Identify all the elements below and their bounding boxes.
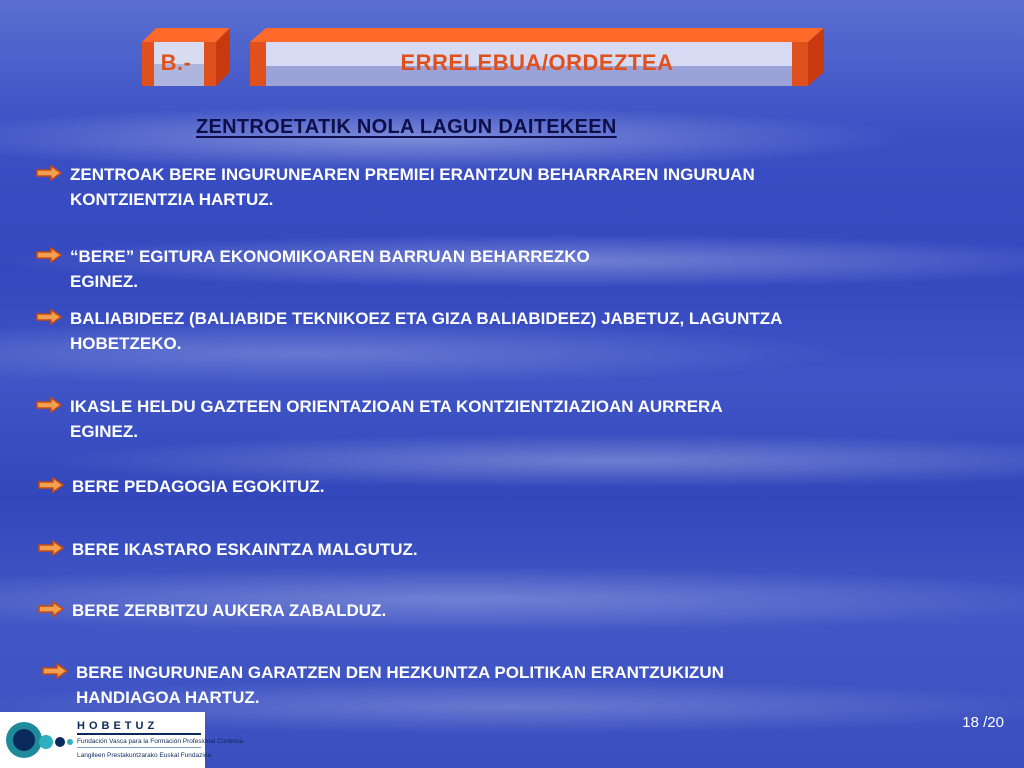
- arrow-right-icon: [36, 165, 62, 181]
- item-line: EGINEZ.: [70, 272, 139, 291]
- item-line: “BERE” EGITURA EKONOMIKOAREN BARRUAN BEHARREZKO: [70, 247, 590, 266]
- item-line: IKASLE HELDU GAZTEEN ORIENTAZIOAN ETA KONTZIENTZIAZIOAN AURRERA: [70, 397, 723, 416]
- arrow-right-icon: [36, 247, 62, 263]
- slide-title: ERRELEBUA/ORDEZTEA: [400, 50, 674, 75]
- arrow-right-icon: [36, 397, 62, 413]
- arrow-right-icon: [42, 663, 68, 679]
- item-line: HANDIAGOA HARTUZ.: [76, 688, 260, 707]
- logo-name: HOBETUZ: [77, 720, 159, 732]
- logo-emblem-icon: [2, 712, 74, 768]
- arrow-right-icon: [36, 309, 62, 325]
- item-line: BALIABIDEEZ (BALIABIDE TEKNIKOEZ ETA GIZA BALIABIDEEZ) JABETUZ, LAGUNTZA: [70, 309, 783, 328]
- page-number: 18 /20: [962, 714, 1004, 731]
- arrow-right-icon: [38, 477, 64, 493]
- hobetuz-logo: [0, 712, 244, 768]
- section-tab: [140, 28, 230, 86]
- section-label: B.-: [160, 50, 192, 75]
- item-line: BERE INGURUNEAN GARATZEN DEN HEZKUNTZA POLITIKAN ERANTZUKIZUN: [76, 663, 724, 682]
- logo-divider: [77, 733, 201, 735]
- item-line: BERE IKASTARO ESKAINTZA MALGUTUZ.: [72, 540, 418, 559]
- slide-subtitle: ZENTROETATIK NOLA LAGUN DAITEKEEN: [196, 116, 617, 138]
- item-line: ZENTROAK BERE INGURUNEAREN PREMIEI ERANTZUN BEHARRAREN INGURUAN: [70, 165, 755, 184]
- logo-subtitle-es: Fundación Vasca para la Formación Profesional Continua: [77, 738, 244, 745]
- title-tab: [250, 28, 824, 86]
- item-line: EGINEZ.: [70, 422, 139, 441]
- logo-subtitle-eu: Langileen Prestakuntzarako Euskal Fundazioa: [77, 752, 212, 759]
- item-line: KONTZIENTZIA HARTUZ.: [70, 190, 274, 209]
- item-line: BERE PEDAGOGIA EGOKITUZ.: [72, 477, 325, 496]
- arrow-right-icon: [38, 601, 64, 617]
- logo-divider: [77, 747, 201, 748]
- item-line: HOBETZEKO.: [70, 334, 182, 353]
- item-line: BERE ZERBITZU AUKERA ZABALDUZ.: [72, 601, 387, 620]
- arrow-right-icon: [38, 540, 64, 556]
